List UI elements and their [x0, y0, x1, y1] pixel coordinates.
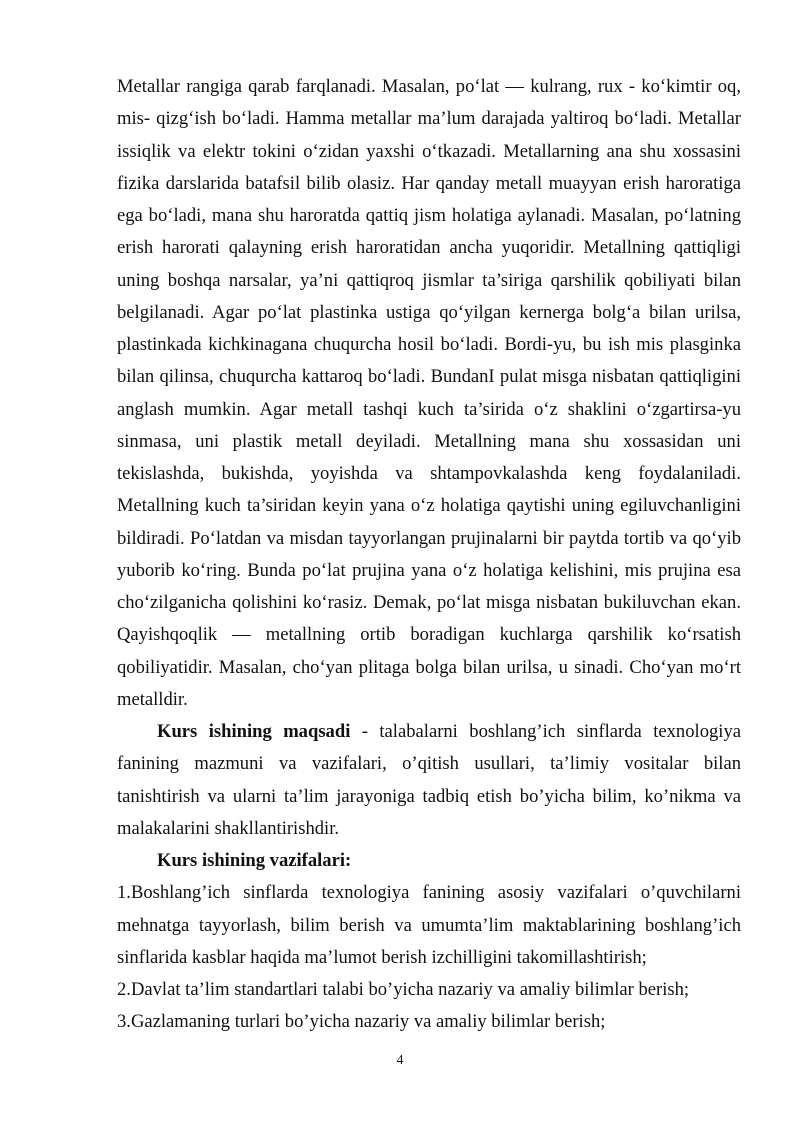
paragraph-metal-properties: Metallar rangiga qarab farqlanadi. Masalan, po‘lat — kulrang, rux - ko‘kimtir oq, mis- qizg‘ish bo‘ladi. Hamma metallar ma’lum darajada yaltiroq bo‘ladi. Metallar issiqlik va elektr tokini o‘zidan yaxshi o‘tkazadi. Metallarning ana shu xossasini fizika darslarida batafsil bilib olasiz. Har qanday metall muayyan erish haroratiga ega bo‘ladi, mana shu haroratda qattiq jism holatiga aylanadi. Masalan, po‘latning erish harorati qalayning erish haroratidan ancha yuqoridir. Metallning qattiqligi uning boshqa narsalar, ya’ni qattiqroq jismlar ta’siriga qarshilik qobiliyati bilan belgilanadi. Agar po‘lat plastinka ustiga qo‘yilgan kernerga bolg‘a bilan urilsa, plastinkada kichkinagana chuqurcha hosil bo‘ladi. Bordi-yu, bu ish mis plasginka bilan qilinsa, chuqurcha kattaroq bo‘ladi. BundanI pulat misga nisbatan qattiqligini anglash mumkin. Agar metall tashqi kuch ta’sirida o‘z shaklini o‘zgartirsa-yu sinmasa, uni plastik metall deyiladi. Metallning mana shu xossasidan uni tekislashda, bukishda, yoyishda va shtampovkalashda keng foydalaniladi. Metallning kuch ta’siridan keyin yana o‘z holatiga qaytishi uning egiluvchanligini bildiradi. Po‘latdan va misdan tayyorlangan prujinalarni bir paytda tortib va qo‘yib yuborib ko‘ring. Bunda po‘lat prujina yana o‘z holatiga kelishini, mis prujina esa cho‘zilganicha qolishini ko‘rasiz. Demak, po‘lat misga nisbatan bukiluvchan ekan. Qayishqoqlik — metallning ortib boradigan kuchlarga qarshilik ko‘rsatish qobiliyatidir. Masalan, cho‘yan plitaga bolga bilan urilsa, u sinadi. Cho‘yan mo‘rt metalldir.: [117, 76, 741, 710]
task-item-3: 3.Gazlamaning turlari bo’yicha nazariy va amaliy bilimlar berish;: [117, 1011, 606, 1033]
course-goal-text: - talabalarni boshlang’ich sinflarda texnologiya fanining mazmuni va vazifalari, o’qitish usullari, ta’limiy vositalar bilan tanishtirish va ularni ta’lim jarayoniga tadbiq etish bo’yicha bilim, ko’nikma va malakalarini shakllantirishdir.: [117, 721, 741, 839]
task-item-2: 2.Davlat ta’lim standartlari talabi bo’yicha nazariy va amaliy bilimlar berish;: [117, 979, 690, 1000]
course-tasks-heading: Kurs ishining vazifalari:: [157, 850, 352, 871]
paragraph-course-goal: [117, 716, 741, 845]
body-text: [117, 71, 741, 1039]
course-goal-label: Kurs ishining maqsadi: [157, 721, 351, 742]
task-item-1: 1.Boshlang’ich sinflarda texnologiya fanining asosiy vazifalari o’quvchilarni mehnatga tayyorlash, bilim berish va umumta’lim maktablarining boshlang’ich sinflarida kasblar haqida ma’lumot berish izchilligini takomillashtirish;: [117, 882, 741, 968]
page-number: 4: [396, 1053, 404, 1068]
